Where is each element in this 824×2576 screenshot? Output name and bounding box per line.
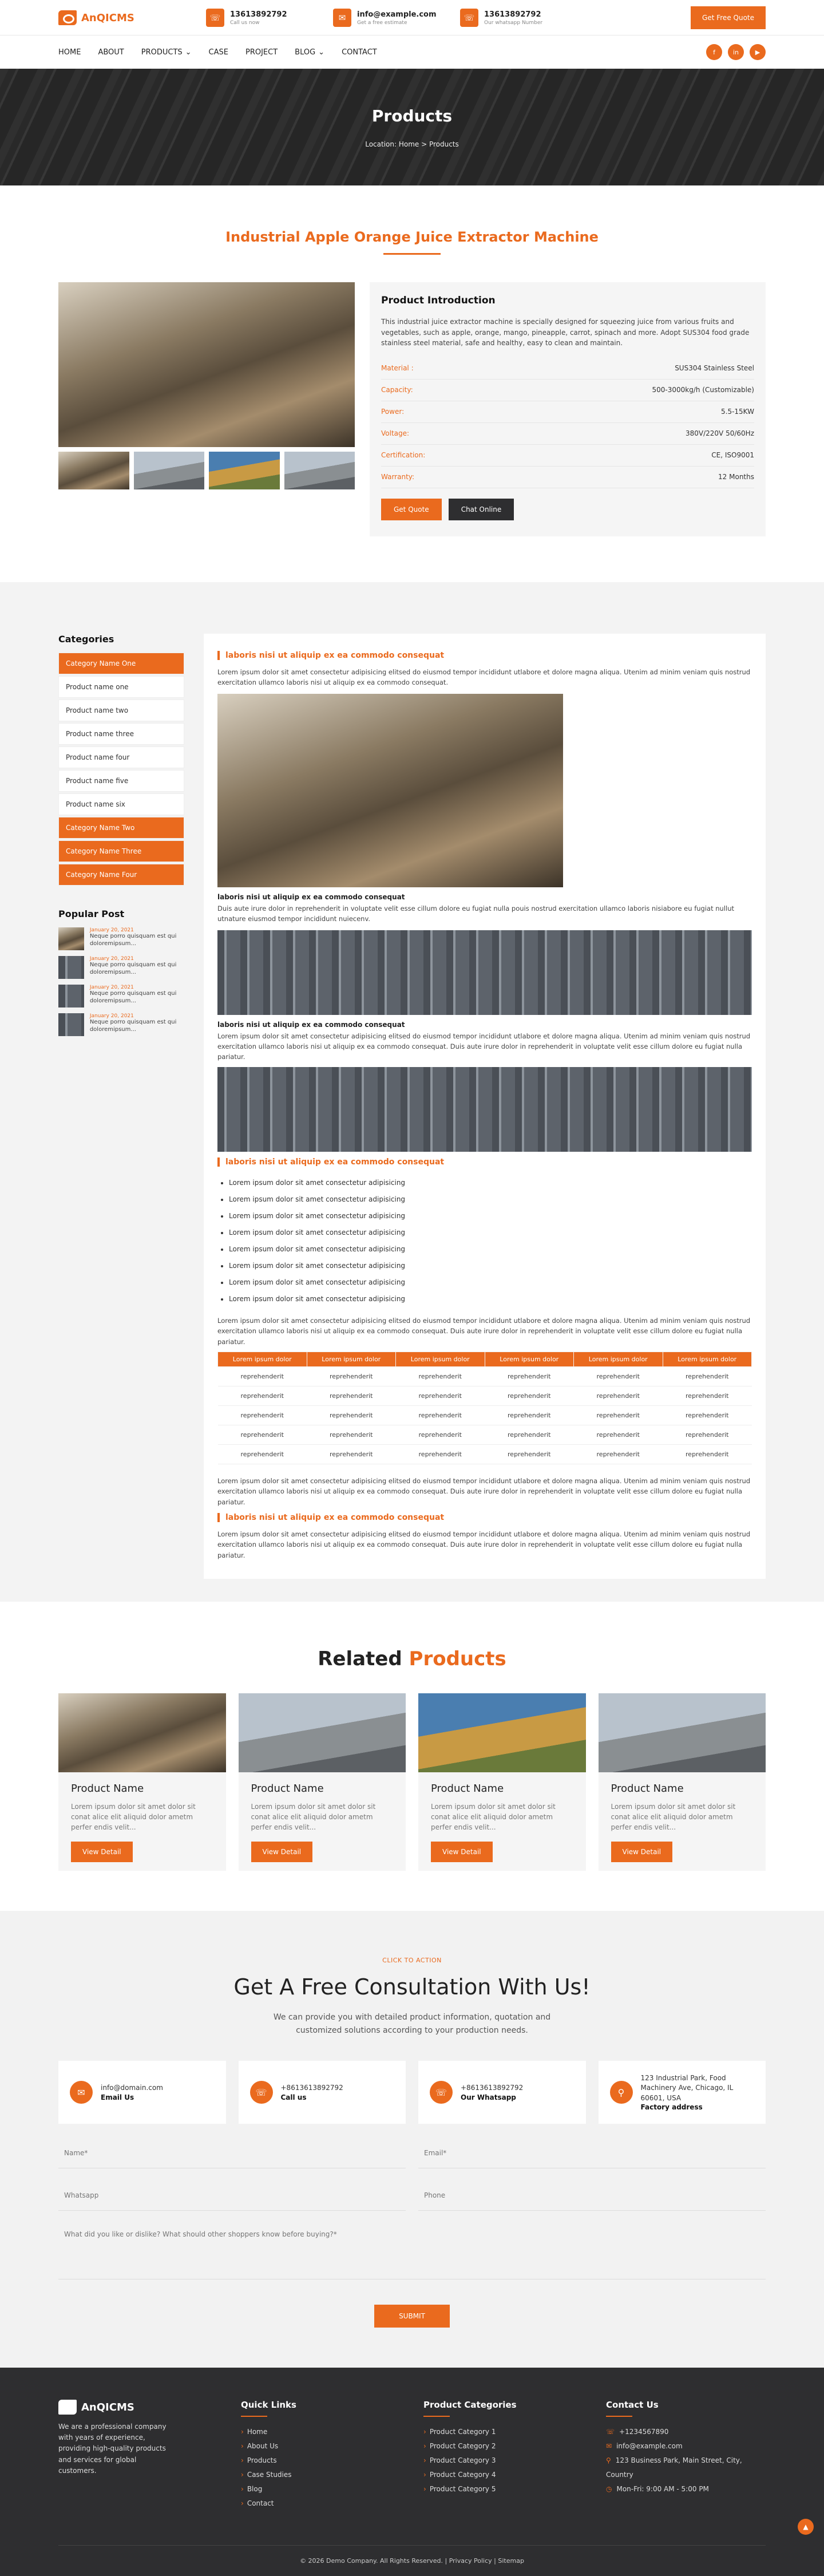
- table-cell: reprehenderit: [574, 1366, 663, 1386]
- quick-link[interactable]: › Case Studies: [241, 2468, 401, 2482]
- footer-logo[interactable]: [58, 2400, 218, 2415]
- footer-contact-item: [606, 2425, 766, 2439]
- post-text: [90, 985, 184, 1008]
- contact-box-label: Factory address: [641, 2103, 755, 2111]
- contact-box-value: +8613613892792: [281, 2083, 343, 2093]
- category-item[interactable]: Product name two: [58, 700, 184, 721]
- post-thumbnail: [58, 1013, 84, 1036]
- nav-item-label: BLOG: [295, 48, 315, 57]
- post-thumbnail: [58, 956, 84, 979]
- spec-row: [381, 380, 754, 401]
- article-heading: laboris nisi ut aliquip ex ea commodo consequat: [217, 1157, 752, 1167]
- quick-link[interactable]: › About Us: [241, 2439, 401, 2453]
- phone-icon: ☏: [206, 9, 224, 27]
- header-contact[interactable]: [333, 9, 445, 27]
- title-underline: [423, 2416, 450, 2417]
- spec-value: 380V/220V 50/60Hz: [686, 429, 754, 437]
- table-cell: reprehenderit: [574, 1386, 663, 1405]
- spec-row: [381, 445, 754, 467]
- table-cell: reprehenderit: [663, 1425, 752, 1444]
- article-image: [217, 1067, 752, 1152]
- spec-key: Warranty:: [381, 473, 414, 481]
- table-cell: reprehenderit: [307, 1444, 396, 1464]
- product-cards: [58, 1693, 766, 1871]
- product-card-body: [58, 1772, 226, 1872]
- post-title: Neque porro quisquam est qui doloremipsum...: [90, 1019, 184, 1033]
- table-header: Lorem ipsum dolor: [574, 1352, 663, 1366]
- page-banner: [0, 69, 824, 185]
- product-card-body: [418, 1772, 586, 1872]
- header-contact[interactable]: [460, 9, 572, 27]
- header-contacts: [206, 9, 691, 27]
- contact-box[interactable]: [58, 2061, 226, 2124]
- product-card-image[interactable]: [599, 1693, 766, 1772]
- product-card-desc: Lorem ipsum dolor sit amet dolor sit conat alice elit aliquid dolor ametm perfer endis velit...: [431, 1801, 573, 1832]
- header-contact[interactable]: [206, 9, 318, 27]
- email-icon: ✉: [333, 9, 351, 27]
- post-title: Neque porro quisquam est qui doloremipsum...: [90, 933, 184, 947]
- content-section: [0, 582, 824, 1602]
- post-title: Neque porro quisquam est qui doloremipsum...: [90, 962, 184, 976]
- quick-link[interactable]: › Blog: [241, 2482, 401, 2496]
- spec-key: Material :: [381, 364, 414, 372]
- product-section: [0, 185, 824, 582]
- article: [204, 634, 766, 1579]
- view-detail-button[interactable]: View Detail: [251, 1842, 313, 1862]
- gallery-thumbnail[interactable]: [284, 452, 355, 489]
- post-text: [90, 1013, 184, 1036]
- contact-us-title: Contact Us: [606, 2400, 766, 2410]
- quick-link[interactable]: › Products: [241, 2453, 401, 2468]
- quick-link[interactable]: › Home: [241, 2425, 401, 2439]
- view-detail-button[interactable]: View Detail: [71, 1842, 133, 1862]
- nav-item-blog[interactable]: [295, 48, 324, 57]
- whatsapp-icon: ☏: [430, 2081, 453, 2104]
- bullet-list: [217, 1175, 752, 1307]
- nav-item-label: HOME: [58, 48, 81, 57]
- contact-box[interactable]: [239, 2061, 406, 2124]
- footer-description: We are a professional company with years of experience, providing high-quality products and services for global customers.: [58, 2421, 173, 2476]
- header-contact-title: info@example.com: [357, 10, 437, 19]
- title-underline: [606, 2416, 632, 2417]
- table-cell: reprehenderit: [396, 1366, 485, 1386]
- bullet-item: • Lorem ipsum dolor sit amet consectetur adipisicing: [229, 1241, 752, 1258]
- bullet-item: • Lorem ipsum dolor sit amet consectetur adipisicing: [229, 1258, 752, 1274]
- clock-icon: ◷: [606, 2485, 612, 2493]
- whatsapp-input[interactable]: [58, 2180, 406, 2211]
- product-card-desc: Lorem ipsum dolor sit amet dolor sit conat alice elit aliquid dolor ametm perfer endis velit...: [251, 1801, 394, 1832]
- product-title: Industrial Apple Orange Juice Extractor Machine: [58, 229, 766, 245]
- gallery-thumbnail[interactable]: [209, 452, 280, 489]
- related-title: [58, 1647, 766, 1670]
- table-cell: reprehenderit: [663, 1366, 752, 1386]
- spec-value: 12 Months: [718, 473, 754, 481]
- chat-online-button[interactable]: Chat Online: [449, 499, 514, 520]
- phone-icon: ☏: [606, 2428, 615, 2436]
- view-detail-button[interactable]: View Detail: [611, 1842, 673, 1862]
- article-paragraph: Lorem ipsum dolor sit amet consectetur adipisicing elitsed do eiusmod tempor incididunt utlabore et dolore magna aliqua. Utenim ad minim veniam quis nostrud exercitation ullamco laboris nisi ut aliquip ex ea commodo consequat. Duis aute irure dolor in reprehenderit in voluptate velit esse cillum dolore eu fugiat nulla pariatur.: [217, 1476, 752, 1507]
- footer-contact-item: [606, 2482, 766, 2496]
- nav-item-products[interactable]: [141, 48, 192, 57]
- related-products: [0, 1602, 824, 1911]
- header-contact-title: 13613892792: [484, 10, 542, 19]
- title-underline: [241, 2416, 267, 2417]
- popular-post[interactable]: [58, 985, 184, 1008]
- chevron-down-icon: ⌄: [185, 48, 192, 57]
- post-title: Neque porro quisquam est qui doloremipsum...: [90, 990, 184, 1005]
- article-subheading: laboris nisi ut aliquip ex ea commodo consequat: [217, 893, 752, 901]
- quick-link[interactable]: › Contact: [241, 2496, 401, 2511]
- product-card[interactable]: [599, 1693, 766, 1871]
- main-nav: [0, 35, 824, 69]
- footer-brand-name: AnQICMS: [81, 2401, 134, 2413]
- product-description: This industrial juice extractor machine is specially designed for squeezing juice from various fruits and vegetables, such as apple, orange, mango, pineapple, carrot, spinach and more. Adopt SUS304 food grade stainless steel material, safe and healthy, easy to clean and maintain.: [381, 317, 754, 349]
- logo-icon: [58, 2400, 77, 2415]
- table-cell: reprehenderit: [396, 1425, 485, 1444]
- table-row: [218, 1366, 752, 1386]
- contact-box[interactable]: [418, 2061, 586, 2124]
- post-thumbnail: [58, 985, 84, 1008]
- intro-title: Product Introduction: [381, 295, 754, 306]
- table-cell: reprehenderit: [485, 1444, 574, 1464]
- social-links: [706, 44, 766, 60]
- free-quote-button[interactable]: Get Free Quote: [691, 6, 766, 29]
- header-contact-sub: Call us now: [230, 20, 287, 26]
- footer-category-link[interactable]: › Product Category 3: [423, 2453, 583, 2468]
- nav-item-label: CASE: [209, 48, 228, 57]
- cta-tag: CLICK TO ACTION: [58, 1957, 766, 1964]
- facebook-icon[interactable]: f: [706, 44, 722, 60]
- header-contact-text: [484, 10, 542, 26]
- table-cell: reprehenderit: [485, 1425, 574, 1444]
- get-quote-button[interactable]: Get Quote: [381, 499, 442, 520]
- gallery-thumbnail[interactable]: [134, 452, 205, 489]
- product-card-body: [239, 1772, 406, 1872]
- nav-item-project[interactable]: [245, 48, 278, 57]
- bullet-item: • Lorem ipsum dolor sit amet consectetur adipisicing: [229, 1191, 752, 1208]
- brand-name: AnQICMS: [81, 12, 134, 24]
- table-cell: reprehenderit: [574, 1444, 663, 1464]
- category-list: [58, 653, 184, 886]
- chevron-down-icon: ⌄: [318, 48, 324, 57]
- related-title-b: Products: [409, 1647, 506, 1670]
- post-date: January 20, 2021: [90, 956, 184, 962]
- table-header: Lorem ipsum dolor: [485, 1352, 574, 1366]
- table-row: [218, 1386, 752, 1405]
- name-input[interactable]: [58, 2138, 406, 2168]
- footer-contact: [606, 2425, 766, 2496]
- article-image: [217, 694, 563, 887]
- product-card-image[interactable]: [58, 1693, 226, 1772]
- category-item[interactable]: Product name six: [58, 793, 184, 815]
- email-icon: ✉: [70, 2081, 93, 2104]
- product-card-name: Product Name: [71, 1783, 213, 1795]
- nav-item-about[interactable]: [98, 48, 124, 57]
- footer-category-link[interactable]: › Product Category 1: [423, 2425, 583, 2439]
- post-text: [90, 956, 184, 979]
- table-cell: reprehenderit: [218, 1425, 307, 1444]
- product-card-name: Product Name: [431, 1783, 573, 1795]
- table-row: [218, 1444, 752, 1464]
- article-paragraph: Lorem ipsum dolor sit amet consectetur adipisicing elitsed do eiusmod tempor incididunt utlabore et dolore magna aliqua. Utenim ad minim veniam quis nostrud exercitation ullamco laboris nisi ut aliquip ex ea commodo consequat. Duis aute irure dolor in reprehenderit in voluptate velit esse cillum dolore eu fugiat nulla pariatur.: [217, 1315, 752, 1347]
- logo[interactable]: [58, 10, 206, 25]
- category-item[interactable]: Category Name Three: [58, 840, 184, 862]
- contact-box-text: [101, 2083, 163, 2101]
- youtube-icon[interactable]: ▶: [750, 44, 766, 60]
- whatsapp-icon: ☏: [460, 9, 478, 27]
- footer-category-link[interactable]: › Product Category 4: [423, 2468, 583, 2482]
- breadcrumb[interactable]: Location: Home > Products: [365, 140, 459, 148]
- contact-boxes: [58, 2061, 766, 2124]
- post-thumbnail: [58, 927, 84, 950]
- footer-category-link[interactable]: › Product Category 5: [423, 2482, 583, 2496]
- popular-post-title: Popular Post: [58, 908, 184, 919]
- phone-icon: ☏: [250, 2081, 273, 2104]
- table-cell: reprehenderit: [218, 1405, 307, 1425]
- contact-box[interactable]: [599, 2061, 766, 2124]
- bullet-item: • Lorem ipsum dolor sit amet consectetur adipisicing: [229, 1224, 752, 1241]
- article-paragraph: Lorem ipsum dolor sit amet consectetur adipisicing elitsed do eiusmod tempor incididunt utlabore et dolore magna aliqua. Utenim ad minim veniam quis nostrud exercitation ullamco laboris nisi ut aliquip ex ea commodo consequat. Duis aute irure dolor in reprehenderit in voluptate velit esse cillum dolore eu fugiat nulla pariatur.: [217, 1529, 752, 1560]
- article-subheading: laboris nisi ut aliquip ex ea commodo consequat: [217, 1021, 752, 1029]
- table-cell: reprehenderit: [396, 1444, 485, 1464]
- contact-box-label: Our Whatsapp: [461, 2093, 523, 2101]
- category-item[interactable]: Category Name Four: [58, 864, 184, 886]
- location-icon: ⚲: [610, 2081, 633, 2104]
- table-header: Lorem ipsum dolor: [663, 1352, 752, 1366]
- table-cell: reprehenderit: [218, 1386, 307, 1405]
- product-card-name: Product Name: [251, 1783, 394, 1795]
- bullet-item: • Lorem ipsum dolor sit amet consectetur adipisicing: [229, 1175, 752, 1191]
- spec-row: [381, 467, 754, 488]
- article-paragraph: Duis aute irure dolor in reprehenderit in voluptate velit esse cillum dolore eu fugiat nulla pouis nostrud exercitation ullamco laboris nisiabore eu fugiat nullut utnature eiusmod tempor incididunt nuiecenv.: [217, 903, 752, 924]
- footer-contact-item: [606, 2439, 766, 2453]
- table-row: [218, 1425, 752, 1444]
- table-header: Lorem ipsum dolor: [396, 1352, 485, 1366]
- product-card[interactable]: [239, 1693, 406, 1871]
- contact-box-text: [461, 2083, 523, 2101]
- related-title-a: Related: [318, 1647, 409, 1670]
- table-cell: reprehenderit: [663, 1386, 752, 1405]
- contact-box-label: Email Us: [101, 2093, 163, 2101]
- spec-value: 500-3000kg/h (Customizable): [652, 386, 754, 394]
- arrow-up-icon: ▲: [803, 2523, 808, 2531]
- spec-value: SUS304 Stainless Steel: [675, 364, 754, 372]
- article-heading: laboris nisi ut aliquip ex ea commodo consequat: [217, 651, 752, 660]
- table-header: Lorem ipsum dolor: [307, 1352, 396, 1366]
- category-item[interactable]: Product name three: [58, 723, 184, 745]
- table-cell: reprehenderit: [307, 1366, 396, 1386]
- quick-links: [241, 2425, 401, 2511]
- footer-contact-text: 123 Business Park, Main Street, City, Country: [606, 2456, 742, 2479]
- product-card-desc: Lorem ipsum dolor sit amet dolor sit conat alice elit aliquid dolor ametm perfer endis velit...: [611, 1801, 754, 1832]
- table-cell: reprehenderit: [218, 1366, 307, 1386]
- product-categories-title: Product Categories: [423, 2400, 583, 2410]
- post-date: January 20, 2021: [90, 927, 184, 933]
- footer-contact-text: +1234567890: [619, 2428, 668, 2436]
- nav-item-label: ABOUT: [98, 48, 124, 57]
- table-cell: reprehenderit: [574, 1425, 663, 1444]
- nav-item-label: PROJECT: [245, 48, 278, 57]
- popular-post[interactable]: [58, 927, 184, 950]
- bullet-item: • Lorem ipsum dolor sit amet consectetur adipisicing: [229, 1208, 752, 1224]
- title-underline: [383, 253, 441, 255]
- spec-key: Voltage:: [381, 429, 409, 437]
- spec-key: Capacity:: [381, 386, 413, 394]
- cta-title: Get A Free Consultation With Us!: [58, 1974, 766, 2000]
- product-card-body: [599, 1772, 766, 1872]
- table-cell: reprehenderit: [485, 1386, 574, 1405]
- spec-key: Certification:: [381, 451, 425, 459]
- contact-box-text: [641, 2073, 755, 2111]
- post-text: [90, 927, 184, 950]
- popular-post[interactable]: [58, 956, 184, 979]
- view-detail-button[interactable]: View Detail: [431, 1842, 493, 1862]
- table-cell: reprehenderit: [218, 1444, 307, 1464]
- footer-contact-item: [606, 2453, 766, 2482]
- footer-category-link[interactable]: › Product Category 2: [423, 2439, 583, 2453]
- category-item[interactable]: Product name four: [58, 746, 184, 768]
- table-cell: reprehenderit: [307, 1425, 396, 1444]
- footer-contact-text: info@example.com: [616, 2442, 683, 2450]
- gallery-thumbnail[interactable]: [58, 452, 129, 489]
- product-intro-box: [370, 282, 766, 536]
- nav-menu: [58, 48, 706, 57]
- spec-list: [381, 358, 754, 488]
- header-contact-sub: Get a free estimate: [357, 20, 437, 26]
- popular-post-list: [58, 927, 184, 1036]
- table-row: [218, 1405, 752, 1425]
- category-item[interactable]: Category Name One: [58, 653, 184, 674]
- back-to-top-button[interactable]: [798, 2519, 814, 2535]
- contact-box-value: info@domain.com: [101, 2083, 163, 2093]
- contact-box-value: +8613613892792: [461, 2083, 523, 2093]
- contact-box-value: 123 Industrial Park, Food Machinery Ave, Chicago, IL 60601, USA: [641, 2073, 755, 2103]
- post-date: January 20, 2021: [90, 985, 184, 990]
- quick-links-title: Quick Links: [241, 2400, 401, 2410]
- nav-item-case[interactable]: [209, 48, 228, 57]
- nav-item-home[interactable]: [58, 48, 81, 57]
- categories-title: Categories: [58, 634, 184, 645]
- article-paragraph: Lorem ipsum dolor sit amet consectetur adipisicing elitsed do eiusmod tempor incididunt utlabore et dolore magna aliqua. Utenim ad minim veniam quis nostrud exercitation ullamco laboris nisi ut aliquip ex ea commodo consequat.: [217, 667, 752, 688]
- category-item[interactable]: Product name one: [58, 676, 184, 698]
- product-gallery: [58, 282, 355, 536]
- product-card-name: Product Name: [611, 1783, 754, 1795]
- product-card-image[interactable]: [239, 1693, 406, 1772]
- article-image: [217, 930, 752, 1015]
- category-item[interactable]: Product name five: [58, 770, 184, 792]
- article-paragraph: Lorem ipsum dolor sit amet consectetur adipisicing elitsed do eiusmod tempor incididunt utlabore et dolore magna aliqua. Utenim ad minim veniam quis nostrud exercitation ullamco laboris nisi ut aliquip ex ea commodo consequat. Duis aute irure dolor in reprehenderit in voluptate velit esse cillum dolore eu fugiat nulla pariatur.: [217, 1031, 752, 1062]
- post-date: January 20, 2021: [90, 1013, 184, 1019]
- table-cell: reprehenderit: [396, 1405, 485, 1425]
- cta-subtitle: We can provide you with detailed product information, quotation and customized solutions according to your production needs.: [252, 2011, 572, 2037]
- popular-post[interactable]: [58, 1013, 184, 1036]
- contact-box-label: Call us: [281, 2093, 343, 2101]
- top-bar: [0, 0, 824, 35]
- nav-item-label: PRODUCTS: [141, 48, 183, 57]
- spec-row: [381, 358, 754, 380]
- page-title: Products: [372, 106, 452, 125]
- table-cell: reprehenderit: [485, 1366, 574, 1386]
- table-header: Lorem ipsum dolor: [218, 1352, 307, 1366]
- spec-value: CE, ISO9001: [711, 451, 754, 459]
- footer-categories: [423, 2425, 583, 2496]
- product-card[interactable]: [418, 1693, 586, 1871]
- header-contact-sub: Our whatsapp Number: [484, 20, 542, 26]
- footer-contact-text: Mon-Fri: 9:00 AM - 5:00 PM: [616, 2485, 708, 2493]
- bullet-item: • Lorem ipsum dolor sit amet consectetur adipisicing: [229, 1274, 752, 1291]
- copyright: © 2026 Demo Company. All Rights Reserved. | Privacy Policy | Sitemap: [58, 2545, 766, 2576]
- logo-icon: [58, 10, 77, 25]
- nav-item-contact[interactable]: [342, 48, 377, 57]
- sidebar: [58, 634, 184, 1579]
- spec-row: [381, 423, 754, 445]
- spec-row: [381, 401, 754, 423]
- header-contact-title: 13613892792: [230, 10, 287, 19]
- table-cell: reprehenderit: [574, 1405, 663, 1425]
- product-card-image[interactable]: [418, 1693, 586, 1772]
- table-cell: reprehenderit: [485, 1405, 574, 1425]
- submit-button[interactable]: SUBMIT: [374, 2305, 450, 2328]
- table-cell: reprehenderit: [396, 1386, 485, 1405]
- phone-input[interactable]: [418, 2180, 766, 2211]
- header-contact-text: [230, 10, 287, 26]
- header-contact-text: [357, 10, 437, 26]
- table-cell: reprehenderit: [307, 1405, 396, 1425]
- table-cell: reprehenderit: [663, 1444, 752, 1464]
- linkedin-icon[interactable]: in: [728, 44, 744, 60]
- bullet-item: • Lorem ipsum dolor sit amet consectetur adipisicing: [229, 1291, 752, 1307]
- category-item[interactable]: Category Name Two: [58, 817, 184, 839]
- product-card-desc: Lorem ipsum dolor sit amet dolor sit conat alice elit aliquid dolor ametm perfer endis velit...: [71, 1801, 213, 1832]
- table-cell: reprehenderit: [307, 1386, 396, 1405]
- contact-box-text: [281, 2083, 343, 2101]
- message-input[interactable]: [58, 2222, 766, 2279]
- table-cell: reprehenderit: [663, 1405, 752, 1425]
- product-card[interactable]: [58, 1693, 226, 1871]
- spec-table: [217, 1352, 752, 1464]
- email-icon: ✉: [606, 2442, 612, 2450]
- footer: [0, 2368, 824, 2576]
- location-icon: ⚲: [606, 2456, 611, 2464]
- article-heading: laboris nisi ut aliquip ex ea commodo consequat: [217, 1513, 752, 1522]
- nav-item-label: CONTACT: [342, 48, 377, 57]
- consultation-section: [0, 1911, 824, 2368]
- email-input[interactable]: [418, 2138, 766, 2168]
- spec-key: Power:: [381, 408, 404, 416]
- spec-value: 5.5-15KW: [721, 408, 754, 416]
- product-main-image[interactable]: [58, 282, 355, 447]
